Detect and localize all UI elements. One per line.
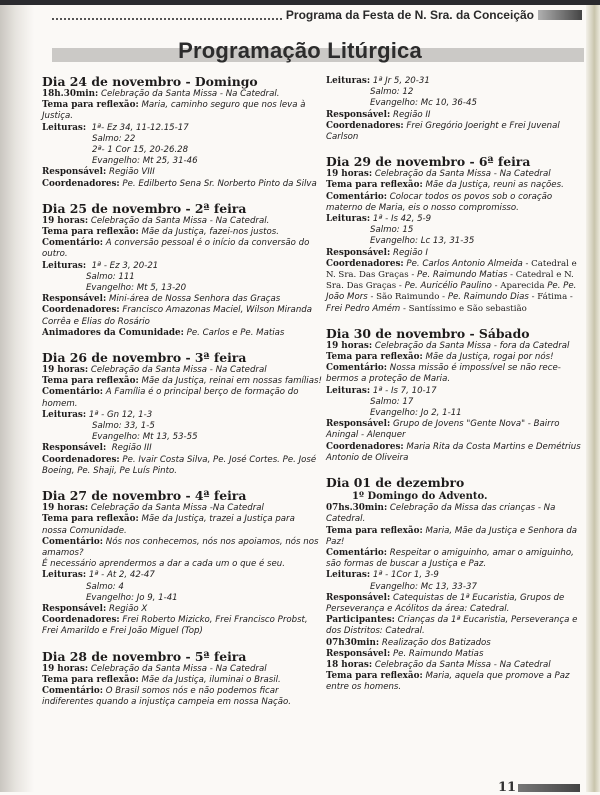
page-binding-shadow bbox=[0, 5, 34, 792]
tema-label: Tema para reflexão: bbox=[42, 514, 139, 525]
coord-text: Pe. Ivair Costa Silva, Pe. José Cortes. Pe. José Boeing, Pe. Shaji, Pe Luís Pinto. bbox=[42, 454, 317, 476]
leitura-2: Salmo: 15 bbox=[370, 225, 414, 236]
resp-label: Responsável: bbox=[326, 109, 391, 120]
time-label: 07hs.30min: bbox=[326, 503, 388, 514]
leituras-label: Leituras: bbox=[326, 570, 371, 581]
comentario-label: Comentário: bbox=[42, 536, 104, 547]
leituras-label: Leituras: bbox=[326, 76, 371, 86]
leitura-3: Evangelho: Jo 2, 1-11 bbox=[370, 408, 462, 419]
resp-label: Responsável: bbox=[42, 603, 107, 614]
leitura-3: Evangelho: Jo 9, 1-41 bbox=[86, 592, 178, 603]
leituras-label: Leituras: bbox=[326, 385, 371, 396]
tema-text: Mãe da Justiça, rogai por nós! bbox=[425, 352, 554, 363]
leitura-1: 1ª - 1Cor 1, 3-9 bbox=[372, 570, 439, 581]
participantes-text: Crianças da 1ª Eucaristia, Perseverança e dos Distritos: Catedral. bbox=[326, 615, 578, 637]
day-title: Dia 29 de novembro - 6ª feira bbox=[326, 154, 531, 170]
leituras-label: Leituras: bbox=[42, 409, 87, 420]
tema-text: Mãe da Justiça, reinai em nossas famílias! bbox=[141, 376, 322, 387]
tema-text: Mãe da Justiça, fazei-nos justos. bbox=[141, 227, 279, 238]
leitura-2: Salmo: 33, 1-5 bbox=[92, 421, 155, 432]
resp-text: Mini-área de Nossa Senhora das Graças bbox=[108, 294, 281, 305]
leitura-1: 1ª - Gn 12, 1-3 bbox=[88, 409, 153, 420]
time-text: Celebração da Santa Missa - Na Catedral bbox=[90, 663, 267, 674]
comentario-text: Nossa missão é impossível se não rece- bermos a proteção de Maria. bbox=[326, 363, 561, 385]
leitura-3: Evangelho: Mt 5, 13-20 bbox=[86, 283, 187, 294]
coord-label: Coordenadores: bbox=[42, 305, 120, 316]
coord-text: Frei Roberto Mizicko, Frei Francisco Probst, Frei Amarildo e Frei João Miguel (Top) bbox=[42, 615, 308, 637]
coord-text: Frei Gregório Joeright e Frei Juvenal Carlson bbox=[326, 120, 560, 143]
tema-label: Tema para reflexão: bbox=[326, 525, 423, 536]
coord-name-1: Pe. Carlos Antonio Almeida bbox=[406, 258, 523, 269]
left-column bbox=[42, 74, 322, 719]
comentario-text: O Brasil somos nós e não podemos ficar indiferentes quando a injustiça campeia em nossa Nação. bbox=[42, 685, 292, 708]
leituras-label: Leituras: bbox=[42, 260, 87, 271]
resp-text: Região I bbox=[392, 247, 428, 258]
coord-place-4: - São Raimundo - bbox=[367, 292, 448, 303]
leitura-1: 1ª- Ez 34, 11-12.15-17 bbox=[91, 122, 189, 133]
animadores-label: Animadores da Comunidade: bbox=[42, 327, 184, 338]
time-label: 19 horas: bbox=[42, 503, 89, 514]
time-text: Celebração da Missa das crianças - Na Catedral. bbox=[326, 503, 556, 525]
time-text: Celebração da Santa Missa - Na Catedral bbox=[90, 365, 267, 376]
resp-label: Responsável: bbox=[326, 592, 391, 603]
comentario-text: A Família é o principal berço de formação do homem. bbox=[42, 387, 299, 409]
day-title: Dia 28 de novembro - 5ª feira bbox=[42, 648, 247, 664]
leitura-1: 1ª - At 2, 42-47 bbox=[88, 570, 155, 581]
leituras-label: Leituras: bbox=[42, 570, 87, 581]
leitura-3: Evangelho: Lc 13, 31-35 bbox=[370, 236, 475, 247]
comentario-label: Comentário: bbox=[326, 363, 388, 374]
coord-list bbox=[326, 259, 586, 315]
coord-place-2: - Catedral e N. Sra. Das Graças - bbox=[326, 270, 574, 292]
day-27-nov bbox=[42, 488, 322, 637]
tema-label: Tema para reflexão: bbox=[326, 180, 423, 191]
coord-place-5: - Fátima - bbox=[528, 292, 573, 303]
coord-label: Coordenadores: bbox=[326, 120, 404, 131]
leitura-3: Evangelho: Mt 13, 53-55 bbox=[92, 432, 198, 443]
leitura-1: 1ª - Is 42, 5-9 bbox=[372, 214, 432, 225]
time-text: Celebração da Santa Missa - Na Catedral bbox=[374, 169, 551, 180]
coord-label: Coordenadores: bbox=[326, 441, 404, 452]
resp-text: Região X bbox=[108, 603, 148, 614]
tema-text: Mãe da Justiça, iluminai o Brasil. bbox=[141, 674, 281, 685]
coord-name-2: Pe. Raimundo Matias bbox=[416, 270, 508, 281]
time-label: 18h.30min: bbox=[42, 89, 99, 99]
right-column bbox=[326, 76, 586, 705]
time-text: Celebração da Santa Missa - Na Catedral. bbox=[100, 89, 280, 99]
day-24-nov bbox=[42, 74, 322, 190]
day-25-nov bbox=[42, 201, 322, 339]
tema-label: Tema para reflexão: bbox=[42, 674, 139, 685]
day-title: Dia 25 de novembro - 2ª feira bbox=[42, 200, 247, 216]
day-30-nov bbox=[326, 326, 586, 464]
time-label: 19 horas: bbox=[326, 340, 373, 351]
page-number-bar bbox=[518, 784, 580, 792]
tema-label: Tema para reflexão: bbox=[42, 376, 139, 387]
coord-text: Pe. Edilberto Sena Sr. Norberto Pinto da Silva bbox=[122, 178, 317, 189]
day-28-nov bbox=[42, 649, 322, 709]
leitura-1: 1ª Jr 5, 20-31 bbox=[372, 76, 430, 86]
time-label: 19 horas: bbox=[326, 169, 373, 180]
running-header bbox=[52, 7, 582, 23]
coord-label: Coordenadores: bbox=[42, 178, 120, 189]
page-number: 11 bbox=[498, 780, 517, 795]
time-text: Celebração da Santa Missa -Na Catedral bbox=[90, 503, 264, 514]
leituras-label: Leituras: bbox=[326, 214, 371, 225]
leitura-2: Salmo: 12 bbox=[370, 87, 414, 98]
resp2-label: Responsável: bbox=[326, 648, 391, 659]
resp-text: Região VIII bbox=[108, 167, 155, 178]
resp-text: Catequistas de 1ª Eucaristia, Grupos de Perseverança e Acólitos da área: Catedral. bbox=[326, 592, 565, 614]
leituras-label: Leituras: bbox=[42, 122, 87, 133]
resp2-text: Pe. Raimundo Matias bbox=[392, 648, 484, 659]
tema2-label: Tema para reflexão: bbox=[326, 671, 423, 682]
leitura-2: Salmo: 111 bbox=[86, 271, 135, 282]
leitura-2: Salmo: 4 bbox=[86, 581, 124, 592]
page-right-edge bbox=[586, 5, 600, 792]
day-title: Dia 27 de novembro - 4ª feira bbox=[42, 488, 247, 504]
comentario-label: Comentário: bbox=[326, 191, 388, 202]
leitura-2: Evangelho: Mc 13, 33-37 bbox=[370, 581, 477, 592]
day-26-nov bbox=[42, 350, 322, 477]
coord-label: Coordenadores: bbox=[326, 258, 404, 269]
participantes-label: Participantes: bbox=[326, 615, 395, 626]
coord-name-5: Pe. Raimundo Dias bbox=[447, 292, 529, 303]
comentario-text-2: É necessário aprendermos a dar a cada um o que é seu. bbox=[42, 559, 285, 570]
time-text: Celebração da Santa Missa - fora da Catedral bbox=[374, 340, 570, 351]
comentario-text: Colocar todos os povos sob o coração materno de Maria, eis o nosso compromisso. bbox=[326, 191, 553, 213]
day-title: Dia 01 de dezembro bbox=[326, 475, 465, 491]
resp-label: Responsável: bbox=[42, 443, 107, 454]
coord-place-3: - Aparecida bbox=[491, 281, 548, 292]
resp-label: Responsável: bbox=[326, 419, 391, 430]
day-01-dez bbox=[326, 475, 586, 693]
coord-name-6: Frei Pedro Amém bbox=[326, 303, 401, 314]
tema-label: Tema para reflexão: bbox=[42, 100, 139, 111]
resp-text: Grupo de Jovens "Gente Nova" - Bairro Aningal - Alenquer bbox=[326, 419, 560, 441]
tema-text: Maria, caminho seguro que nos leva à Justiça. bbox=[42, 100, 306, 122]
resp-text: Região II bbox=[392, 109, 431, 120]
coord-name-4: Pe. Pe. João Mors bbox=[326, 281, 577, 303]
leitura-1: 1ª - Ez 3, 20-21 bbox=[91, 260, 159, 271]
leitura-1: 1ª - Is 7, 10-17 bbox=[372, 385, 437, 396]
comentario-text: Nós nos conhecemos, nós nos apoiamos, nós nos amamos? bbox=[42, 536, 319, 558]
coord-label: Coordenadores: bbox=[42, 454, 120, 465]
leitura-2: Salmo: 22 bbox=[92, 133, 136, 144]
page-top-edge bbox=[0, 0, 600, 5]
tema-label: Tema para reflexão: bbox=[326, 352, 423, 363]
comentario-label: Comentário: bbox=[42, 387, 104, 398]
coord-name-3: Pe. Auricélio Paulino bbox=[404, 281, 492, 292]
time-text: Celebração da Santa Missa - Na Catedral. bbox=[90, 215, 270, 226]
dotted-leader bbox=[52, 10, 282, 20]
header-title: Programa da Festa de N. Sra. da Conceição bbox=[285, 8, 534, 22]
coord-text: Maria Rita da Costa Martins e Demétrius Antonio de Oliveira bbox=[326, 441, 581, 463]
tema-text: Mãe da Justiça, trazei a Justiça para nossa Comunidade. bbox=[42, 514, 295, 536]
resp-label: Responsável: bbox=[42, 167, 107, 178]
tema-label: Tema para reflexão: bbox=[42, 227, 139, 238]
leitura-3: Evangelho: Mc 10, 36-45 bbox=[370, 98, 477, 109]
day-title: Dia 30 de novembro - Sábado bbox=[326, 325, 530, 341]
time3-label: 18 horas: bbox=[326, 659, 373, 670]
tema-text: Mãe da Justiça, reuni as nações. bbox=[425, 180, 564, 191]
tema-text: Maria, Mãe da Justiça e Senhora da Paz! bbox=[326, 525, 578, 547]
coord-place-6: - Santíssimo e São sebastião bbox=[400, 303, 527, 314]
coord-label: Coordenadores: bbox=[42, 615, 120, 626]
time-label: 19 horas: bbox=[42, 663, 89, 674]
comentario-label: Comentário: bbox=[326, 547, 388, 558]
time-label: 19 horas: bbox=[42, 215, 89, 226]
day-title: Dia 26 de novembro - 3ª feira bbox=[42, 350, 247, 366]
comentario-label: Comentário: bbox=[42, 238, 104, 249]
comentario-label: Comentário: bbox=[42, 685, 104, 696]
header-bar bbox=[538, 10, 582, 20]
page-title: Programação Litúrgica bbox=[178, 38, 422, 63]
leitura-2: Salmo: 17 bbox=[370, 396, 414, 407]
day-title: Dia 24 de novembro - Domingo bbox=[42, 74, 258, 89]
time2-label: 07h30min: bbox=[326, 637, 380, 648]
resp-text: Região III bbox=[111, 443, 152, 454]
time3-text: Celebração da Santa Missa - Na Catedral bbox=[374, 659, 551, 670]
comentario-text: Respeitar o amiguinho, amar o amiguinho, são formas de buscar a Justiça e Paz. bbox=[326, 547, 574, 570]
leitura-3: 2ª- 1 Cor 15, 20-26.28 bbox=[92, 145, 189, 156]
time-label: 19 horas: bbox=[42, 365, 89, 376]
coord-place-1: - Catedral e N. Sra. Das Graças - bbox=[326, 258, 577, 281]
coord-text: Francisco Amazonas Maciel, Wilson Miranda Corrêa e Elias do Rosário bbox=[42, 305, 312, 327]
day-29-nov bbox=[326, 154, 586, 315]
resp-label: Responsável: bbox=[326, 247, 391, 258]
resp-label: Responsável: bbox=[42, 294, 107, 305]
tema2-text: Maria, aquela que promove a Paz entre os homens. bbox=[326, 671, 570, 693]
day-28-nov-continued bbox=[326, 76, 586, 143]
animadores-text: Pe. Carlos e Pe. Matias bbox=[186, 327, 285, 338]
leitura-4: Evangelho: Mt 25, 31-46 bbox=[92, 156, 198, 167]
day-subtitle: 1º Domingo do Advento. bbox=[352, 491, 488, 503]
time2-text: Realização dos Batizados bbox=[381, 637, 491, 648]
comentario-text: A conversão pessoal é o início da conversão do outro. bbox=[42, 238, 310, 260]
